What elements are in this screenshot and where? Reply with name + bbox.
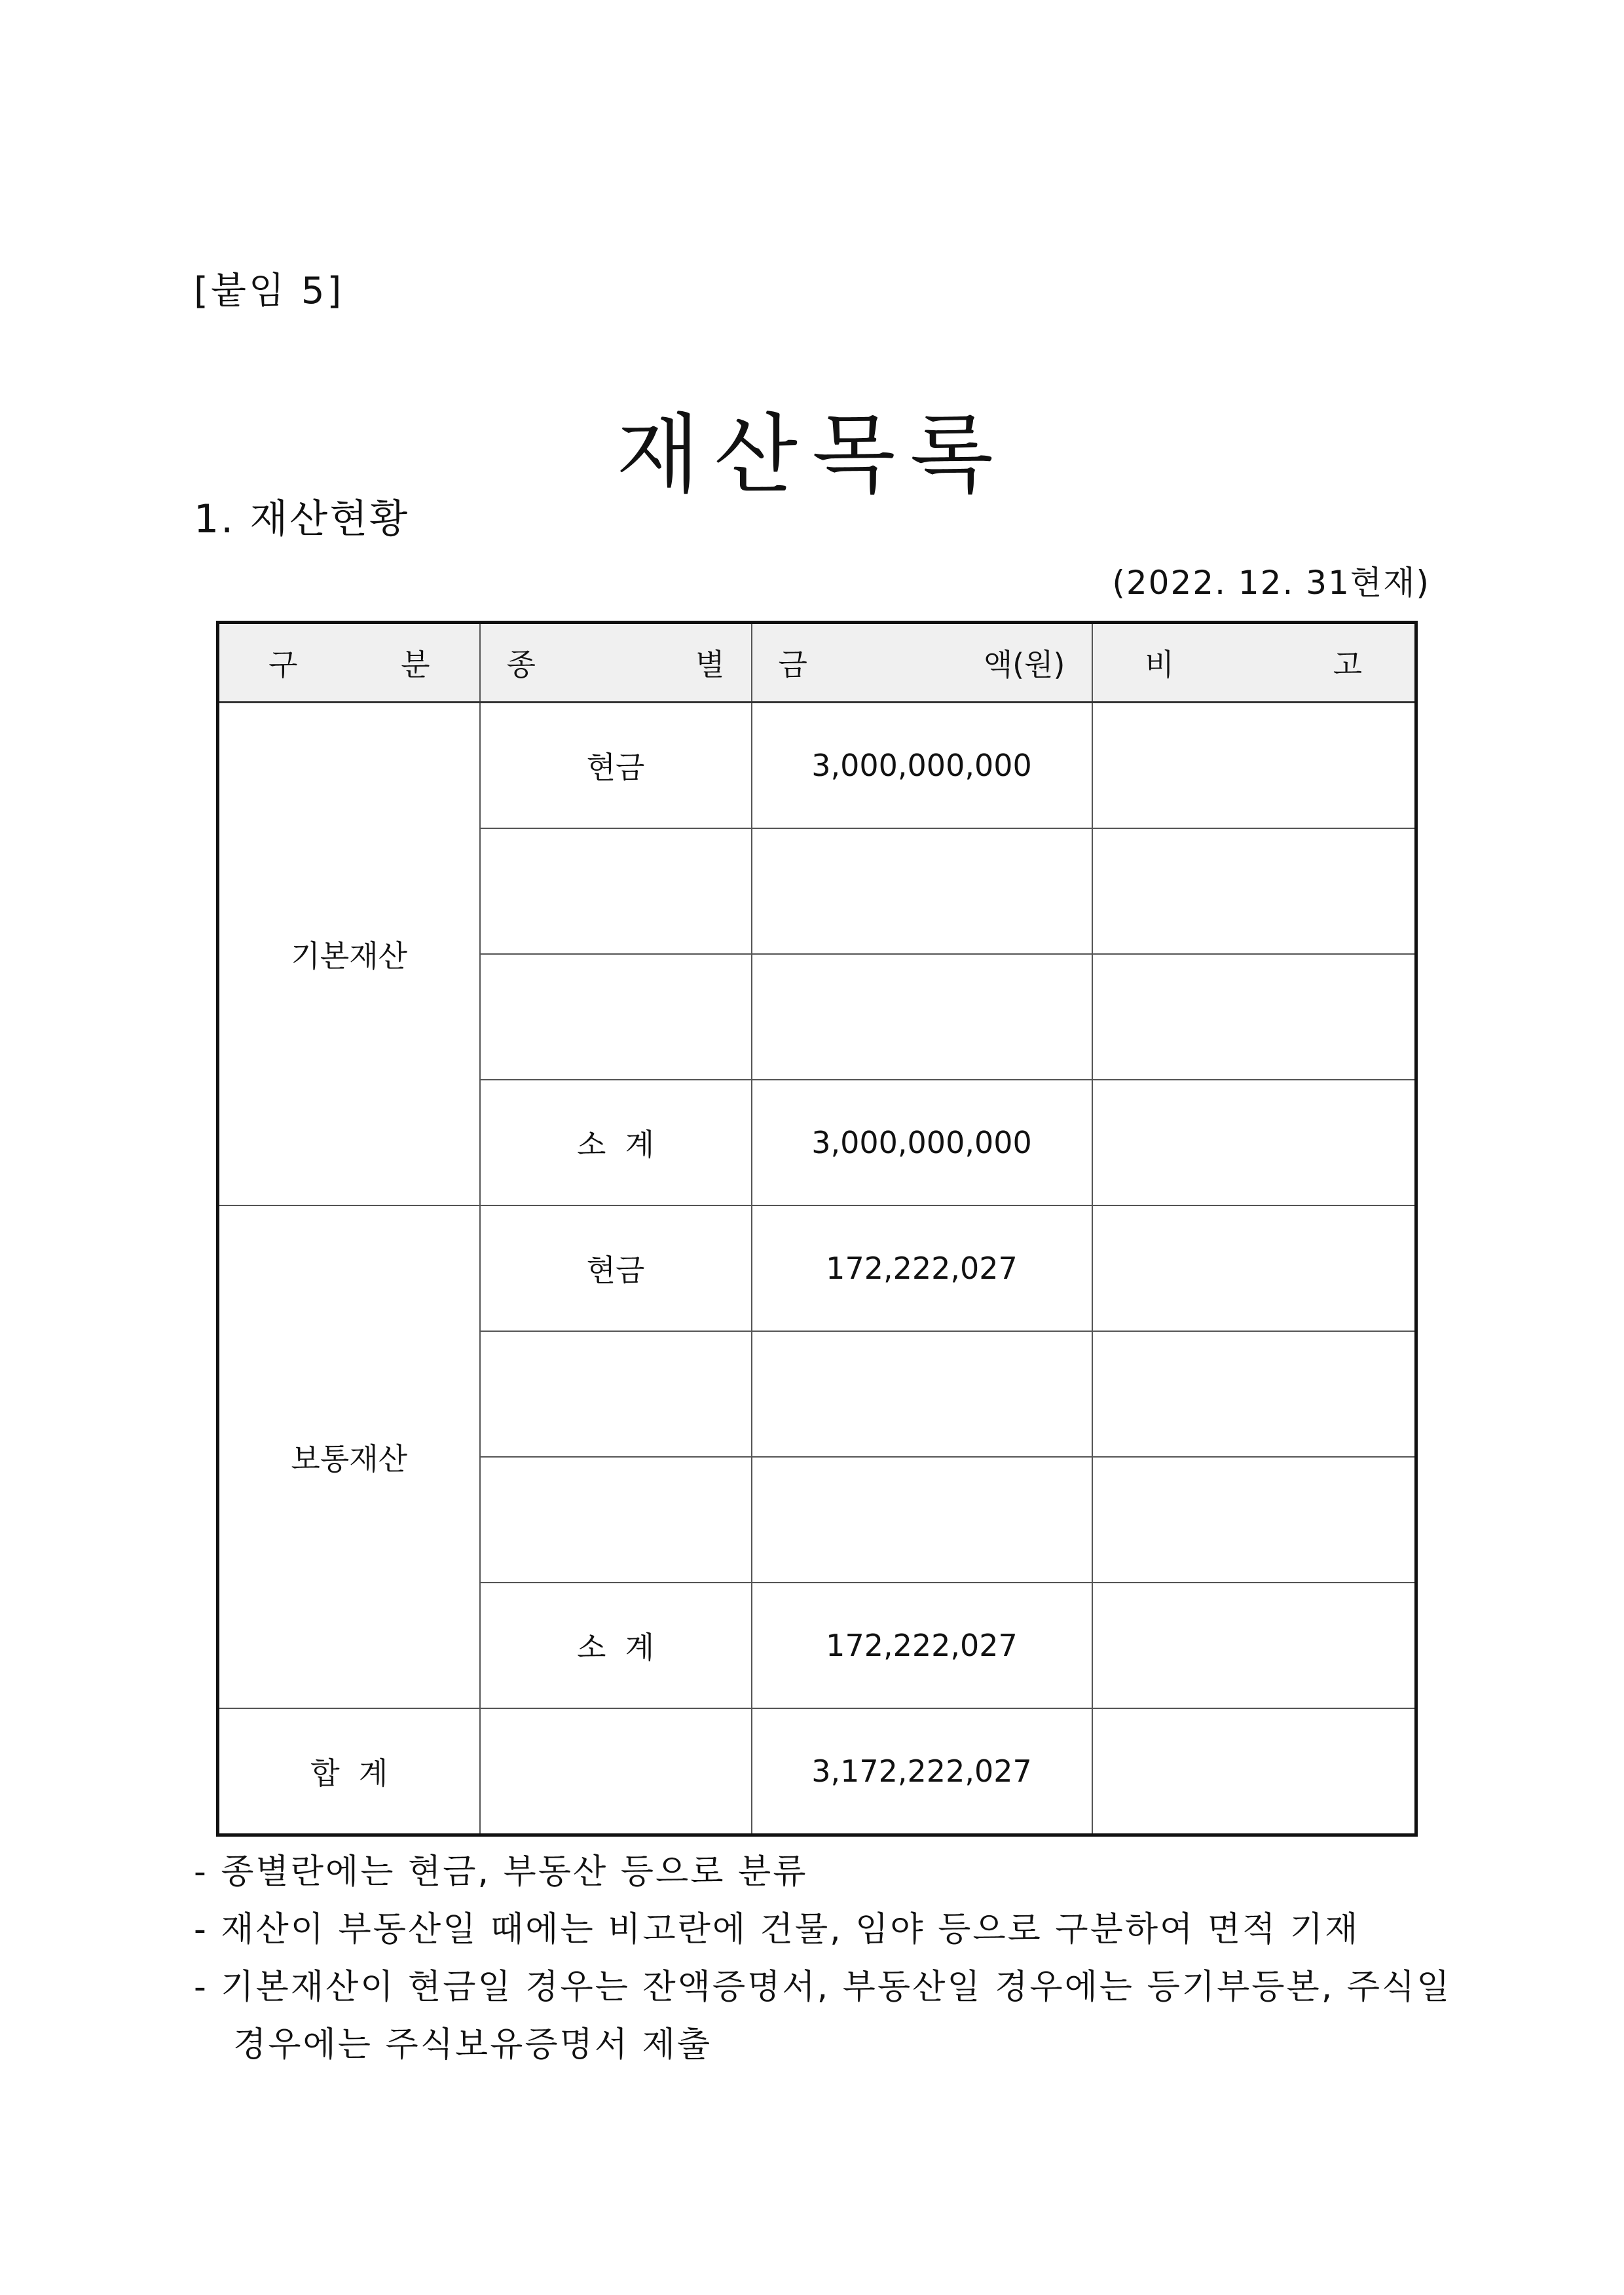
amount-cell: [752, 954, 1092, 1080]
table-header-row: [218, 623, 1416, 703]
table-row: [218, 703, 1416, 829]
notes-list: [194, 1843, 1452, 2074]
subtotal-amount: 172,222,027: [752, 1583, 1092, 1708]
type-cell: [480, 1331, 752, 1457]
header-remarks: [1092, 623, 1416, 703]
remarks-cell: [1092, 1080, 1416, 1205]
total-label: 합 계: [218, 1708, 480, 1835]
amount-cell: [752, 1331, 1092, 1457]
as-of-date: (2022. 12. 31현재): [1112, 564, 1430, 602]
type-cell: [480, 954, 752, 1080]
amount-cell: 3,000,000,000: [752, 703, 1092, 829]
table-row: [218, 1205, 1416, 1331]
remarks-cell: [1092, 828, 1416, 954]
remarks-cell: [1092, 1457, 1416, 1583]
subtotal-label: 소 계: [480, 1583, 752, 1708]
header-category: [218, 623, 480, 703]
attachment-label: [붙임 5]: [194, 270, 344, 312]
header-remarks-part1: 비: [1145, 647, 1174, 682]
note-item: - 재산이 부동산일 때에는 비고란에 건물, 임야 등으로 구분하여 면적 기재: [194, 1910, 1360, 1949]
amount-cell: [752, 828, 1092, 954]
section-title: 1. 재산현황: [194, 496, 410, 542]
header-amount-part2: 액(원): [983, 647, 1065, 682]
remarks-cell: [1092, 703, 1416, 829]
note-item: - 기본재산이 현금일 경우는 잔액증명서, 부동산일 경우에는 등기부등본, 주식일: [194, 1968, 1452, 2007]
header-category-part1: 구: [268, 647, 298, 682]
type-cell: [480, 828, 752, 954]
total-row: [218, 1708, 1416, 1835]
remarks-cell: [1092, 1583, 1416, 1708]
note-item: - 종별란에는 현금, 부동산 등으로 분류: [194, 1852, 808, 1892]
amount-cell: 172,222,027: [752, 1205, 1092, 1331]
type-cell: 현금: [480, 703, 752, 829]
subtotal-amount: 3,000,000,000: [752, 1080, 1092, 1205]
header-type-part2: 별: [695, 647, 725, 682]
header-type: [480, 623, 752, 703]
remarks-cell: [1092, 954, 1416, 1080]
header-remarks-part2: 고: [1333, 647, 1362, 682]
total-amount: 3,172,222,027: [752, 1708, 1092, 1835]
total-remarks-cell: [1092, 1708, 1416, 1835]
document-title: 재산목록: [616, 405, 1008, 506]
subtotal-label: 소 계: [480, 1080, 752, 1205]
asset-table: [216, 621, 1418, 1837]
group-name-general: 보통재산: [218, 1205, 480, 1708]
type-cell: [480, 1457, 752, 1583]
header-category-part2: 분: [401, 647, 430, 682]
remarks-cell: [1092, 1331, 1416, 1457]
remarks-cell: [1092, 1205, 1416, 1331]
header-type-part1: 종: [506, 647, 536, 682]
header-amount-part1: 금: [778, 647, 807, 682]
note-item-continuation: 경우에는 주식보유증명서 제출: [233, 2025, 712, 2065]
header-amount: [752, 623, 1092, 703]
total-type-cell: [480, 1708, 752, 1835]
amount-cell: [752, 1457, 1092, 1583]
type-cell: 현금: [480, 1205, 752, 1331]
group-name-basic: 기본재산: [218, 703, 480, 1206]
